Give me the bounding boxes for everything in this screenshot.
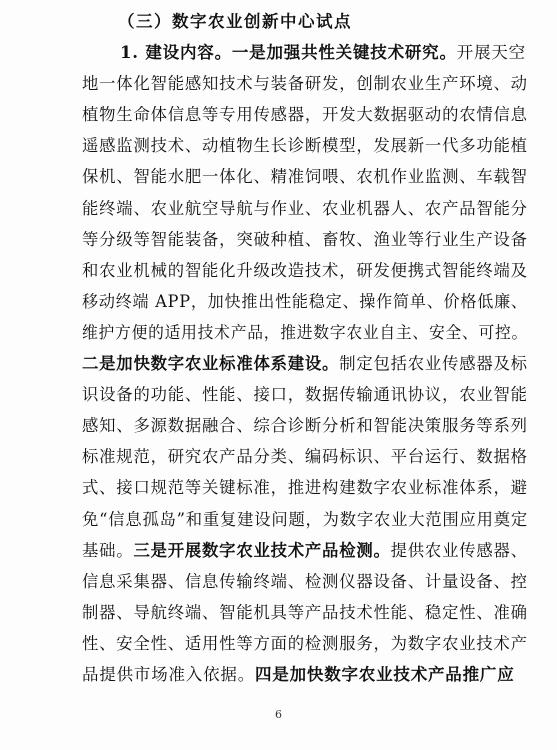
text-line	[82, 634, 528, 654]
text-line	[82, 199, 528, 219]
bold-text-segment: 三是开展数字农业技术产品检测。	[133, 540, 391, 560]
text-line	[82, 541, 528, 561]
text-line	[82, 510, 528, 530]
text-segment: 制器、导航终端、智能机具等产品技术性能、稳定性、准确	[82, 602, 528, 622]
text-segment: 提供农业传感器、	[390, 540, 528, 560]
text-segment: 等分级等智能装备，突破种植、畜牧、渔业等行业生产设备	[82, 229, 528, 249]
text-line	[82, 416, 528, 436]
text-segment: 式、接口规范等关键标准，推进构建数字农业标准体系，避	[82, 478, 528, 498]
text-segment: 开展天空	[456, 43, 526, 62]
text-segment: 保机、智能水肥一体化、精准饲喂、农机作业监测、车载智	[82, 167, 528, 187]
text-segment: 免“信息孤岛”和重复建设问题，为数字农业大范围应用奠定	[82, 509, 528, 529]
section-heading: （三）数字农业创新中心试点	[118, 12, 352, 31]
text-line	[82, 385, 528, 405]
text-line	[82, 74, 528, 94]
text-segment: 能终端、农业航空导航与作业、农业机器人、农产品智能分	[82, 198, 528, 218]
bold-text-segment: 二是加快数字农业标准体系建设。	[82, 354, 340, 373]
text-segment: 标准规范，研究农产品分类、编码标识、平台运行、数据格	[82, 447, 528, 467]
text-line	[82, 478, 528, 498]
text-segment: 移动终端 APP，加快推出性能稳定、操作简单、价格低廉、	[82, 291, 528, 311]
text-line	[82, 292, 528, 312]
text-segment: 和农业机械的智能化升级改造技术，研发便携式智能终端及	[82, 260, 528, 280]
text-line	[82, 665, 515, 685]
text-line	[82, 136, 528, 156]
text-line	[82, 261, 528, 281]
bold-text-segment: 四是加快数字农业技术产品推广应	[255, 665, 515, 684]
text-segment: 地一体化智能感知技术与装备研发，创制农业生产环境、动	[82, 74, 528, 94]
text-segment: 性、安全性、适用性等方面的检测服务，为数字农业技术产	[82, 633, 528, 653]
text-segment: 制定包括农业传感器及标	[339, 354, 528, 373]
text-line	[82, 230, 528, 250]
text-segment: 植物生命体信息等专用传感器，开发大数据驱动的农情信息	[82, 105, 528, 125]
text-segment: 感知、多源数据融合、综合诊断分析和智能决策服务等系列	[82, 416, 528, 436]
text-line	[82, 603, 528, 623]
text-line	[82, 572, 528, 592]
text-segment: 维护方便的适用技术产品，推进数字农业自主、安全、可控。	[82, 322, 529, 342]
text-segment: 基础。	[82, 540, 134, 560]
text-segment: 识设备的功能、性能、接口，数据传输通讯协议，农业智能	[82, 385, 528, 405]
text-segment: 品提供市场准入依据。	[82, 665, 255, 684]
text-line	[82, 447, 528, 467]
text-line	[82, 167, 528, 187]
bold-text-segment: 一是加强共性关键技术研究。	[231, 43, 457, 62]
text-line	[120, 43, 526, 63]
text-line	[82, 323, 528, 343]
text-segment: 信息采集器、信息传输终端、检测仪器设备、计量设备、控	[82, 571, 528, 591]
text-line	[82, 105, 528, 125]
text-segment: 遥感监测技术、动植物生长诊断模型，发展新一代多功能植	[82, 136, 528, 156]
page-number: 6	[275, 708, 282, 721]
text-line	[82, 354, 528, 374]
bold-text-segment: 1. 建设内容。	[120, 43, 232, 62]
